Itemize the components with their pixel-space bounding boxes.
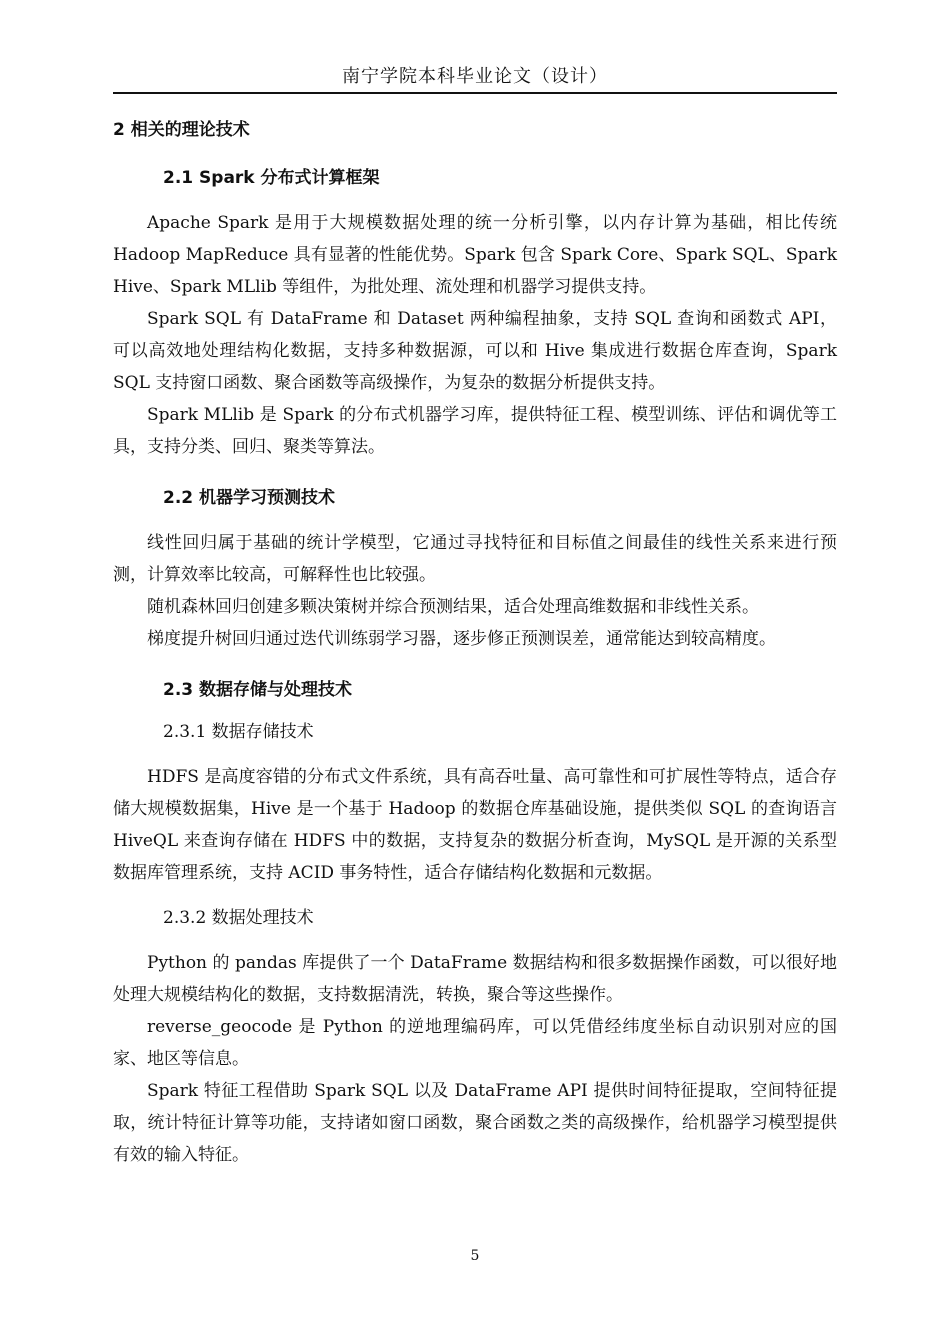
paragraph: Spark MLlib 是 Spark 的分布式机器学习库，提供特征工程、模型训练、评估和调优等工具，支持分类、回归、聚类等算法。 bbox=[113, 405, 837, 457]
paragraph: 随机森林回归创建多颗决策树并综合预测结果，适合处理高维数据和非线性关系。 bbox=[147, 597, 759, 617]
page-header-title: 南宁学院本科毕业论文（设计） bbox=[342, 66, 608, 87]
header-divider bbox=[113, 92, 837, 94]
paragraph: Python 的 pandas 库提供了一个 DataFrame 数据结构和很多数据操作函数，可以很好地处理大规模结构化的数据，支持数据清洗，转换，聚合等这些操作。 bbox=[113, 953, 837, 1005]
section-heading-2-2: 2.2 机器学习预测技术 bbox=[163, 488, 336, 508]
paragraph: Spark SQL 有 DataFrame 和 Dataset 两种编程抽象，支持 SQL 查询和函数式 API，可以高效地处理结构化数据，支持多种数据源，可以和 Hive 集成进行数据仓库查询，Spark SQL 支持窗口函数、聚合函数等高级操作，为复杂的数据分析提供支持。 bbox=[113, 309, 837, 393]
subsection-heading-2-3-2: 2.3.2 数据处理技术 bbox=[163, 908, 314, 928]
paragraph: Apache Spark 是用于大规模数据处理的统一分析引擎，以内存计算为基础，相比传统 Hadoop MapReduce 具有显著的性能优势。Spark 包含 Spark Core、Spark SQL、Spark Hive、Spark MLlib 等组件，为批处理、流处理和机器学习提供支持。 bbox=[113, 213, 837, 297]
subsection-heading-2-3-1: 2.3.1 数据存储技术 bbox=[163, 722, 314, 742]
paragraph: Spark 特征工程借助 Spark SQL 以及 DataFrame API 提供时间特征提取，空间特征提取，统计特征计算等功能，支持诸如窗口函数，聚合函数之类的高级操作，给机器学习模型提供有效的输入特征。 bbox=[113, 1081, 837, 1165]
paragraph: 线性回归属于基础的统计学模型，它通过寻找特征和目标值之间最佳的线性关系来进行预测，计算效率比较高，可解释性也比较强。 bbox=[113, 533, 837, 585]
paper-body bbox=[113, 115, 837, 1171]
paragraph: reverse_geocode 是 Python 的逆地理编码库，可以凭借经纬度坐标自动识别对应的国家、地区等信息。 bbox=[113, 1017, 837, 1069]
paragraph: 梯度提升树回归通过迭代训练弱学习器，逐步修正预测误差，通常能达到较高精度。 bbox=[147, 629, 776, 649]
paragraph: HDFS 是高度容错的分布式文件系统，具有高吞吐量、高可靠性和可扩展性等特点，适合存储大规模数据集，Hive 是一个基于 Hadoop 的数据仓库基础设施，提供类似 SQL 的查询语言 HiveQL 来查询存储在 HDFS 中的数据，支持复杂的数据分析查询，MySQL 是开源的关系型数据库管理系统，支持 ACID 事务特性，适合存储结构化数据和元数据。 bbox=[113, 767, 837, 883]
section-heading-2-3: 2.3 数据存储与处理技术 bbox=[163, 680, 353, 700]
page-number: 5 bbox=[470, 1248, 480, 1264]
section-heading-2-1: 2.1 Spark 分布式计算框架 bbox=[163, 168, 380, 188]
chapter-heading: 2 相关的理论技术 bbox=[113, 120, 250, 140]
